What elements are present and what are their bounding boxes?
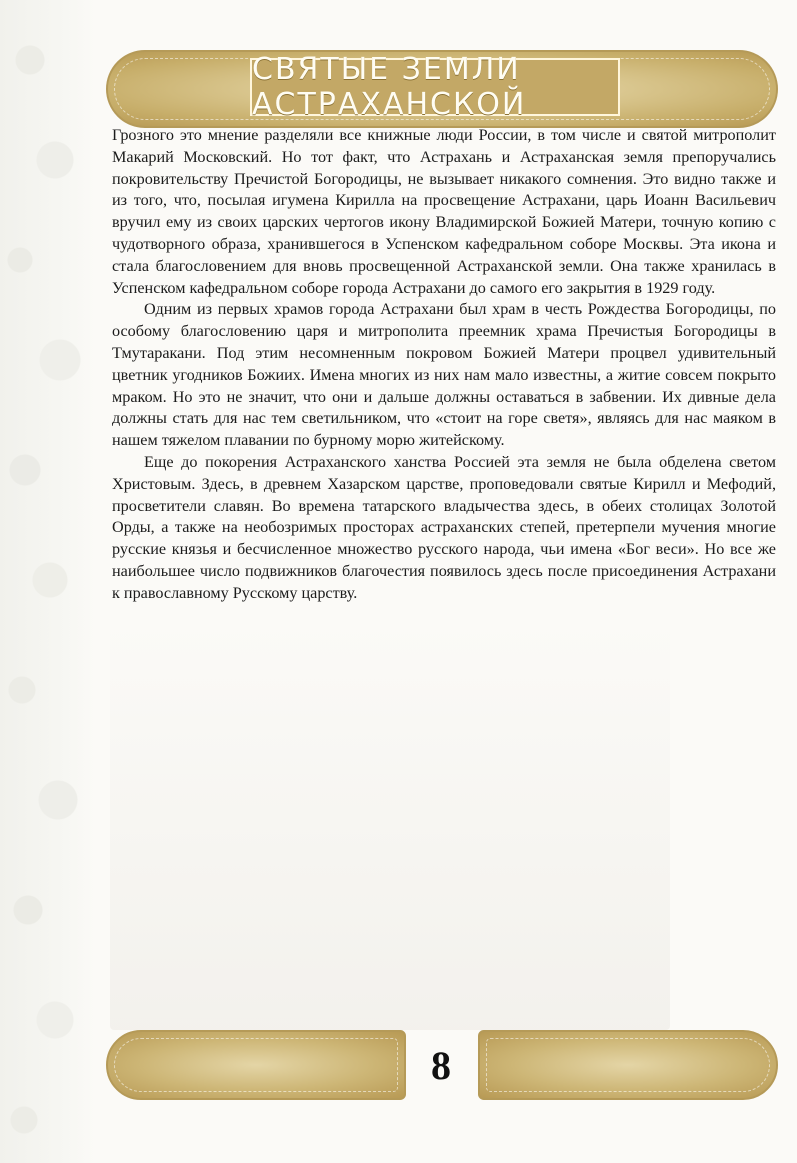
paragraph-1: Грозного это мнение разделяли все книжные люди России, в том числе и святой митрополит Макарий Московский. Но тот факт, что Астрахань и Астраханская земля препоручались покровительству Пречистой Богородицы, не вызывает никакого сомнения. Это видно также и из того, что, посылая игумена Кирилла на просвещение Астрахани, царь Иоанн Васильевич вручил ему из своих царских чертогов икону Владимирской Божией Матери, точную копию с чудотворного образа, хранившегося в Успенском кафедральном соборе Москвы. Эта икона и стала благословением для вновь просвещенной Астраханской земли. Она также хранилась в Успенском кафедральном соборе города Астрахани до самого его закрытия в 1929 году. — [112, 126, 776, 297]
page-number: 8 — [431, 1043, 451, 1088]
faded-background-image — [110, 620, 670, 1030]
footer-ornament-right — [478, 1030, 778, 1100]
main-text — [112, 125, 776, 605]
paragraph-2: Одним из первых храмов города Астрахани был храм в честь Рождества Богородицы, по особому благословению царя и митрополита преемник храма Пречистыя Богородицы в Тмутаракани. Под этим несомненным покровом Божией Матери процвел удивительный цветник угодников Божиих. Имена многих из них нам мало известны, а житие совсем покрыто мраком. Но это не значит, что они и дальше должны оставаться в забвении. Их дивные дела должны стать для нас тем светильником, что «стоит на горе светя», являясь для нас маяком в нашем тяжелом плавании по бурному морю житейскому. — [112, 300, 776, 450]
paragraph-3: Еще до покорения Астраханского ханства Россией эта земля не была обделена светом Христовым. Здесь, в древнем Хазарском царстве, проповедовали святые Кирилл и Мефодий, просветители славян. Во времена татарского владычества здесь, в обеих столицах Золотой Орды, а также на необозримых просторах астраханских степей, претерпели мучения многие русские князья и бесчисленное множество русского народа, чьи имена «Бог веси». Но все же наибольшее число подвижников благочестия появилось здесь после присоединения Астрахани к православному Русскому царству. — [112, 452, 776, 602]
page-header-title: СВЯТЫЕ ЗЕМЛИ АСТРАХАНСКОЙ — [250, 58, 620, 116]
footer-ornament-left — [106, 1030, 406, 1100]
left-floral-ornament — [0, 0, 95, 1163]
